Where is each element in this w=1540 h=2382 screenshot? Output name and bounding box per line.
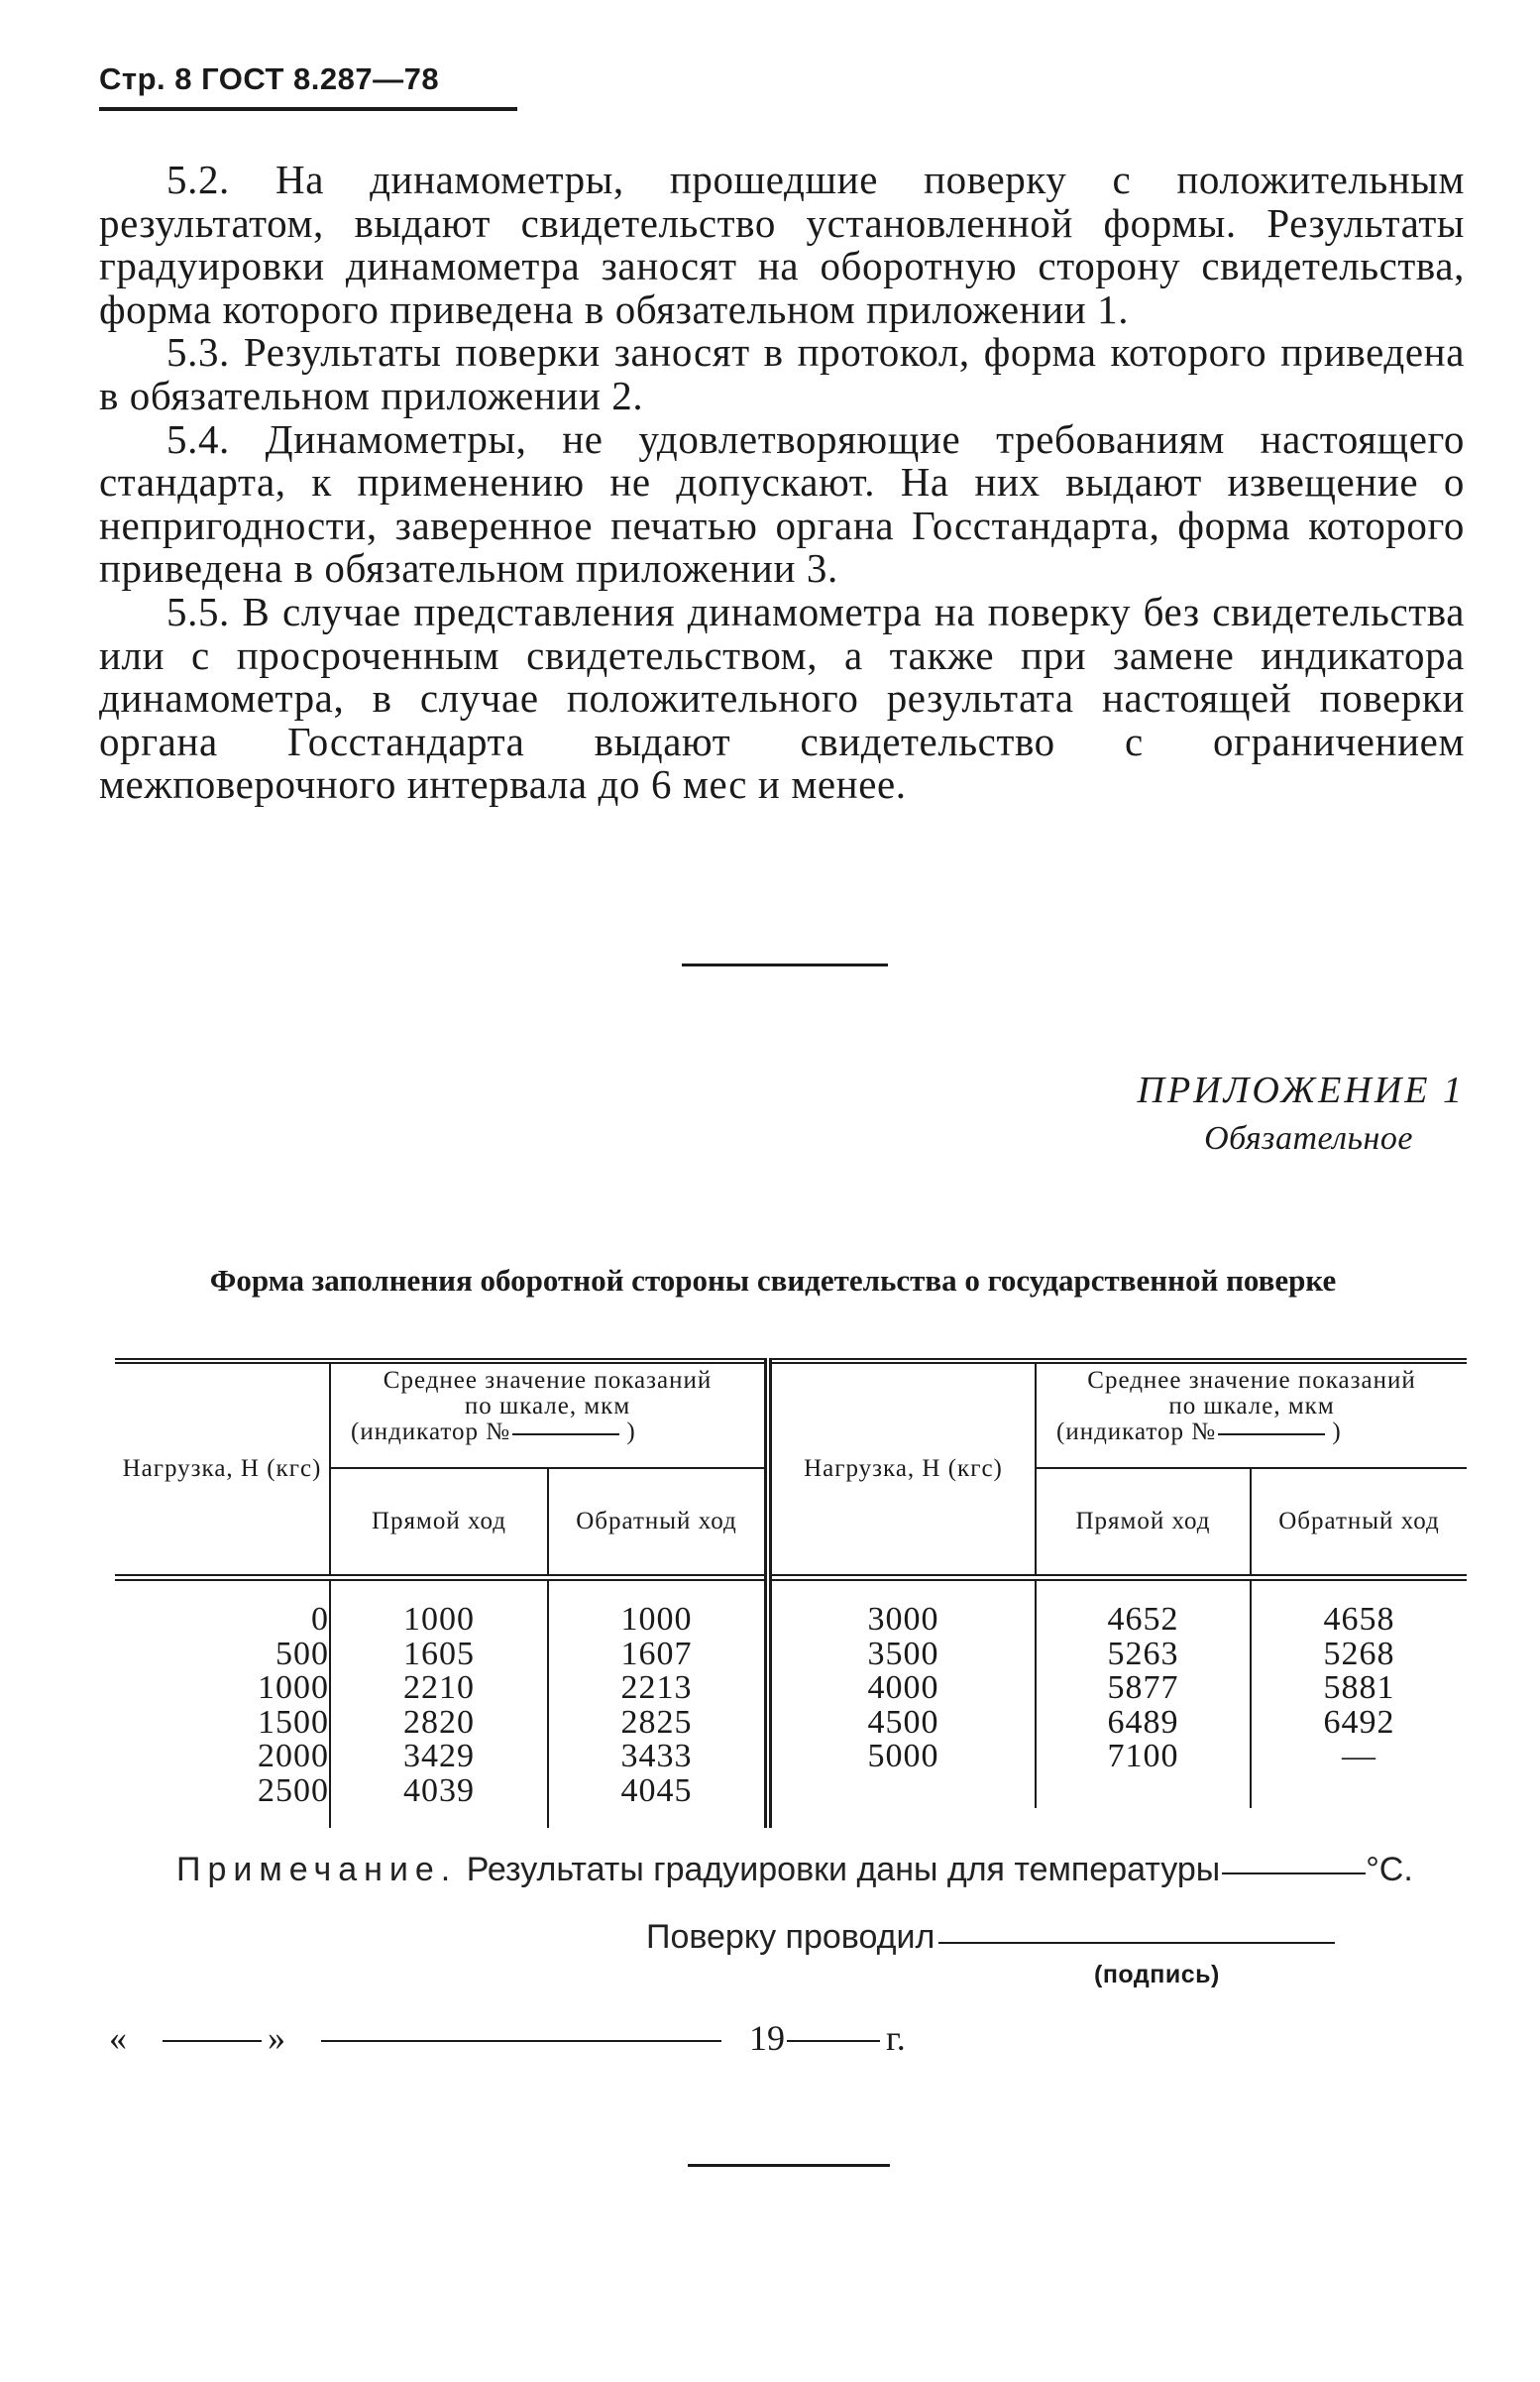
signature-blank — [938, 1942, 1335, 1944]
month-blank — [321, 2040, 721, 2042]
appendix-title: ПРИЛОЖЕНИЕ 1 — [1137, 1070, 1465, 1111]
table-cell: 4500 — [867, 1703, 939, 1741]
table-cell: 5268 — [1323, 1635, 1395, 1672]
header-forward-left: Прямой ход — [330, 1468, 548, 1578]
table-cell: 2000 — [258, 1738, 329, 1774]
table-cell: 5877 — [1107, 1669, 1179, 1706]
load-column-right — [768, 1603, 1036, 1808]
year-prefix: 19 — [749, 2018, 785, 2058]
calibration-table — [115, 1358, 1467, 1828]
table-cell: 1607 — [620, 1635, 693, 1672]
table-cell: 7100 — [1107, 1738, 1179, 1774]
body-text — [99, 159, 1465, 807]
table-title: Форма заполнения оборотной стороны свидетельства о государственной поверке — [209, 1263, 1337, 1298]
date-line — [109, 2018, 906, 2058]
table-cell: 3433 — [620, 1738, 693, 1774]
table-cell: 3000 — [867, 1601, 939, 1638]
note-unit: °С. — [1366, 1851, 1413, 1888]
table-cell: 3429 — [403, 1738, 475, 1774]
year-blank — [787, 2040, 880, 2042]
table-cell: 2213 — [620, 1669, 693, 1706]
table-cell: 2500 — [258, 1771, 329, 1809]
reverse-column-right — [1251, 1603, 1467, 1808]
header-group-left: Среднее значение показаний по шкале, мкм (индикатор № ) — [330, 1361, 768, 1468]
forward-column-right — [1036, 1603, 1251, 1808]
note-label: Примечание. — [176, 1851, 458, 1888]
header-load-left: Нагрузка, Н (кгс) — [115, 1361, 330, 1578]
appendix-subtitle: Обязательное — [1204, 1120, 1413, 1157]
table-cell: 1000 — [403, 1601, 475, 1638]
table-cell: 1000 — [620, 1601, 693, 1638]
table-cell: 1500 — [258, 1703, 329, 1741]
paragraph-5-5: 5.5. В случае представления динамометра на поверку без свидетельства или с просроченным свидетельством, а также при замене индикатора динамометра, в случае положительного результата настоящей поверки органа Госстандарта выдают свидетельство с ограничением межповерочного интервала до 6 мес и менее. — [99, 588, 1465, 808]
date-close-quote: » — [268, 2018, 285, 2058]
table-cell: 4652 — [1107, 1601, 1179, 1638]
header-reverse-right: Обратный ход — [1251, 1468, 1467, 1578]
load-column-left — [115, 1603, 330, 1808]
table-cell: 2820 — [403, 1703, 475, 1741]
section-divider — [682, 964, 888, 966]
table-cell: 5263 — [1107, 1635, 1179, 1672]
table-cell: 4039 — [403, 1771, 475, 1809]
table-cell: 4658 — [1323, 1601, 1395, 1638]
end-divider — [688, 2164, 890, 2167]
table-cell: 2210 — [403, 1669, 475, 1706]
table-cell: 0 — [311, 1601, 329, 1638]
table-cell: 5000 — [867, 1738, 939, 1774]
day-blank — [163, 2040, 262, 2042]
note-text: Результаты градуировки даны для температуры — [466, 1851, 1221, 1888]
year-suffix: г. — [886, 2018, 906, 2058]
date-open-quote: « — [109, 2018, 127, 2058]
table-cell: 3500 — [867, 1635, 939, 1672]
table-cell: 5881 — [1323, 1669, 1395, 1706]
table-cell: 6489 — [1107, 1703, 1179, 1741]
header-load-right: Нагрузка, Н (кгс) — [768, 1361, 1036, 1578]
signature-caption: (подпись) — [1094, 1961, 1220, 1988]
reverse-column-left — [548, 1603, 768, 1808]
forward-column-left — [330, 1603, 548, 1808]
table-cell: 6492 — [1323, 1703, 1395, 1741]
temperature-blank — [1222, 1872, 1366, 1874]
header-forward-right: Прямой ход — [1036, 1468, 1251, 1578]
table-cell: 1605 — [403, 1635, 475, 1672]
paragraph-5-3: 5.3. Результаты поверки заносят в протокол, форма которого приведена в обязательном приложении 2. — [99, 329, 1465, 418]
verifier-label: Поверку проводил — [646, 1918, 935, 1956]
verifier-line — [646, 1917, 1335, 1957]
paragraph-5-4: 5.4. Динамометры, не удовлетворяющие требованиям настоящего стандарта, к применению не допускают. На них выдают извещение о непригодности, заверенное печатью органа Госстандарта, форма которого приведена в обязательном приложении 3. — [99, 415, 1465, 592]
header-reverse-left: Обратный ход — [548, 1468, 768, 1578]
table-cell: 4045 — [620, 1771, 693, 1809]
table-cell: 2825 — [620, 1703, 693, 1741]
table-cell: 4000 — [867, 1669, 939, 1706]
table-note — [176, 1850, 1465, 1889]
header-rule — [99, 107, 517, 111]
table-cell: 500 — [275, 1635, 329, 1672]
header-group-right: Среднее значение показаний по шкале, мкм (индикатор № ) — [1036, 1361, 1467, 1468]
page-header: Стр. 8 ГОСТ 8.287—78 — [99, 61, 440, 96]
table-cell: 1000 — [258, 1669, 329, 1706]
paragraph-5-2: 5.2. На динамометры, прошедшие поверку с положительным результатом, выдают свидетельство установленной формы. Результаты градуировки динамометра заносят на оборотную сторону свидетельства, форма которого приведена в обязательном приложении 1. — [99, 157, 1465, 332]
table-cell: — — [1342, 1738, 1376, 1774]
